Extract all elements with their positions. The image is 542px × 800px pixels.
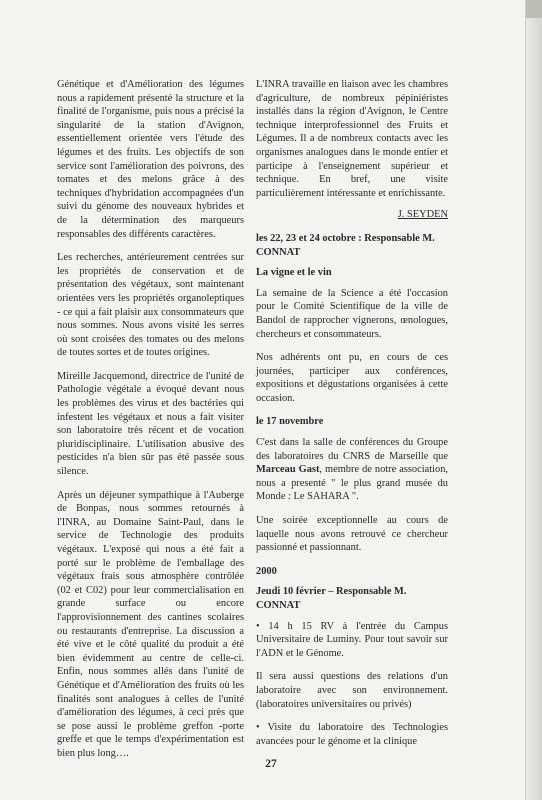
heading-novembre: le 17 novembre — [256, 416, 324, 428]
left-column — [57, 78, 244, 771]
paragraph-jacquemond: Mireille Jacquemond, directrice de l'unité de Pathologie végétale a évoqué devant nous les problèmes des virus et des bactéries qui infestent les végétaux et nous a fait visiter son laboratoire très récent et de vocation pluridisciplinaire. L'utilisation abusive des pesticides n'a bien sûr pas été passée sous silence. — [57, 370, 244, 478]
page-edge-corner — [526, 0, 542, 18]
author-signature: J. SEYDEN — [397, 209, 448, 221]
paragraph-questions: Il sera aussi questions des relations d'un laboratoire avec son environnement.(laboratoires universitaires ou privés) — [256, 671, 448, 710]
paragraph-semaine-science: La semaine de la Science a été l'occasion pour le Comité Scientifique de la ville de Bandol de rapprocher vignerons, œnologues, chercheurs et consommateurs. — [256, 287, 448, 340]
heading-year-2000: 2000 — [256, 565, 277, 577]
paragraph-soiree: Une soirée exceptionnelle au cours de laquelle nous avons retrouvé ce chercheur passionné et passionnant. — [256, 515, 448, 554]
paragraph-recherches: Les recherches, antérieurement centrées sur les propriétés de conservation et de présentation des végétaux, sont maintenant orientées vers les propriétés organoleptiques - ce qui a fait plaisir aux consommateurs que nous sommes. Nous avons visité les serres où sont croisées des tomates ou des melons de toutes sortes et de toutes origines. — [57, 252, 244, 359]
heading-octobre: les 22, 23 et 24 octobre : Responsable M. CONNAT — [256, 232, 435, 258]
heading-vigne-vin: La vigne et le vin — [256, 267, 332, 279]
salle-text-before: C'est dans la salle de conférences du Groupe des laboratoires du CNRS de Marseille que — [256, 437, 448, 462]
paragraph-dejeuner: Après un déjeuner sympathique à l'Auberge de Bonpas, nous sommes retournés à l'INRA, au Domaine Saint-Paul, dans le service de Technologie des produits végétaux. L'exposé qui nous a été fait a porté sur le problème de l'emballage des végétaux frais sous atmosphère contrôlée (02 et C02) pour leur commercialisation en grande surface ou encore l'approvisionnement des cantines scolaires ou restaurants d'entreprise. La discussion a été vive et le côté qualité du produit a été bien évidemment au centre de celle-ci. Enfin, nous sommes allés dans l'unité de Génétique et d'Amélioration des fruits où les finalités sont analogues à celles de l'unité d'amélioration des légumes, à ceci près que se pose aussi le problème greffon -porte greffe et que le temps d'expérimentation est bien plus long…. — [57, 489, 244, 759]
paragraph-salle-conferences — [256, 436, 448, 504]
paragraph-adherents: Nos adhérents ont pu, en cours de ces journées, participer aux conférences, expositions et dégustations organisées à cette occasion. — [256, 352, 448, 404]
bullet-luminy: • 14 h 15 RV à l'entrée du Campus Universitaire de Luminy. Pour tout savoir sur l'ADN et le Génome. — [256, 620, 448, 659]
heading-fevrier: Jeudi 10 février – Responsable M. CONNAT — [256, 586, 407, 611]
salle-text-after: , membre de notre association, nous a presenté " le plus grand musée du Monde : Le SAHARA ". — [256, 464, 448, 503]
bullet-visite-laboratoire: • Visite du laboratoire des Technologies avancées pour le génome et la clinique — [256, 722, 448, 747]
paragraph-genetique: Génétique et d'Amélioration des légumes nous a rapidement présenté la structure et la finalité de l'organisme, puis nous a précisé la singularité de la station d'Avignon, essentiellement orientée vers l'étude des légumes et des fruits. Les objectifs de son service sont l'amélioration des poivrons, des tomates et des melons grâce à des techniques d'hybridation accompagnées d'un suivi du génome des nouveaux hybrides et de la détermination des marqueurs responsables des différents caractères. — [57, 79, 244, 240]
right-column — [256, 78, 448, 758]
page-edge-shadow — [525, 0, 542, 800]
paragraph-inra: L'INRA travaille en liaison avec les chambres d'agriculture, de nombreux pépiniéristes installés dans la région d'Avignon, le Centre technique interprofessionnel des Fruits et Légumes. Il a de nombreux contacts avec les organismes analogues dans le monde entier et participe à l'enseignement supérieur et technique. En bref, une visite particulièrement intéressante et enrichissante. — [256, 79, 448, 199]
page-number: 27 — [265, 758, 277, 770]
speaker-name: Marceau Gast — [256, 464, 320, 476]
